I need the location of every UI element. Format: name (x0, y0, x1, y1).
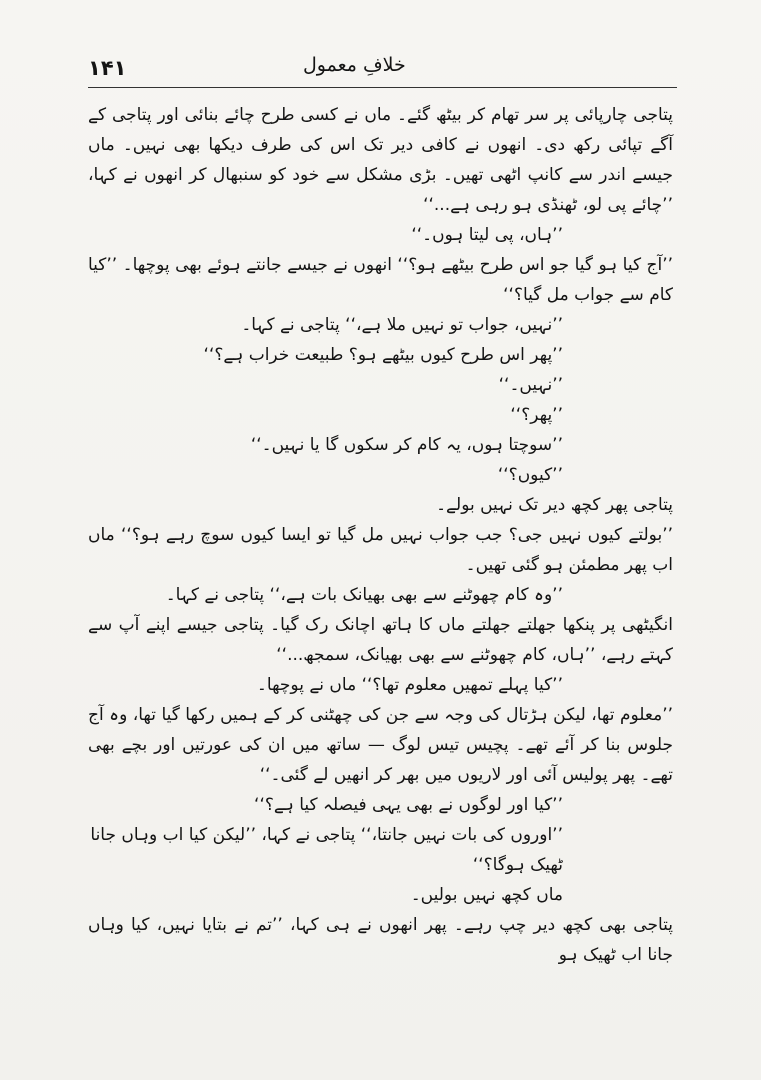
paragraph: ماں کچھ نہیں بولیں۔ (410, 885, 563, 905)
paragraph: ’’نہیں، جواب تو نہیں ملا ہے،‘‘ پتاجی نے کہا۔ (241, 315, 563, 335)
paragraph: پتاجی بھی کچھ دیر چپ رہے۔ پھر انھوں نے ہی کہا، ’’تم نے بتایا نہیں، کیا وہاں جانا اب ٹھیک ہو (88, 915, 673, 965)
paragraph: ’’اوروں کی بات نہیں جانتا،‘‘ پتاجی نے کہا، ’’لیکن کیا اب وہاں جانا ٹھیک ہوگا؟‘‘ (90, 825, 563, 875)
page-number: ۱۴۱ (88, 56, 127, 80)
paragraph: ’’کیا اور لوگوں نے بھی یہی فیصلہ کیا ہے؟‘‘ (254, 795, 563, 815)
paragraph: ’’نہیں۔‘‘ (498, 375, 563, 395)
paragraph: انگیٹھی پر پنکھا جھلتے جھلتے ماں کا ہاتھ اچانک رک گیا۔ پتاجی جیسے اپنے آپ سے کہتے رہے، ’’ہاں، کام چھوٹنے سے بھی بھیانک، سمجھ...‘‘ (88, 615, 673, 665)
paragraph: ’’وہ کام چھوٹنے سے بھی بھیانک بات ہے،‘‘ پتاجی نے کہا۔ (165, 585, 563, 605)
paragraph: ’’سوچتا ہوں، یہ کام کر سکوں گا یا نہیں۔‘‘ (250, 435, 563, 455)
paragraph: ’’ہاں، پی لیتا ہوں۔‘‘ (411, 225, 563, 245)
header-rule (88, 87, 677, 88)
paragraph: پتاجی چارپائی پر سر تھام کر بیٹھ گئے۔ ماں نے کسی طرح چائے بنائی اور پتاجی کے آگے تپائی رکھ دی۔ انھوں نے کافی دیر تک اس کی طرف دیکھا بھی نہیں۔ ماں جیسے اندر سے کانپ اٹھی تھیں۔ بڑی مشکل سے خود کو سنبھال کر انھوں نے کہا، ’’چائے پی لو، ٹھنڈی ہو رہی ہے...‘‘ (88, 105, 673, 215)
paragraph: پتاجی پھر کچھ دیر تک نہیں بولے۔ (436, 495, 673, 515)
paragraph: ’’کیا پہلے تمھیں معلوم تھا؟‘‘ ماں نے پوچھا۔ (256, 675, 563, 695)
paragraph: ’’پھر اس طرح کیوں بیٹھے ہو؟ طبیعت خراب ہے؟‘‘ (203, 345, 563, 365)
paragraph: ’’پھر؟‘‘ (510, 405, 563, 425)
running-title: خلافِ معمول (303, 54, 406, 76)
page-header (88, 52, 677, 88)
paragraph: ’’آج کیا ہو گیا جو اس طرح بیٹھے ہو؟‘‘ انھوں نے جیسے جانتے ہوئے بھی پوچھا۔ ’’کیا کام سے جواب مل گیا؟‘‘ (88, 255, 673, 305)
paragraph: ’’کیوں؟‘‘ (497, 465, 563, 485)
body-text (88, 100, 673, 970)
paragraph: ’’بولتے کیوں نہیں جی؟ جب جواب نہیں مل گیا تو ایسا کیوں سوچ رہے ہو؟‘‘ ماں اب پھر مطمئن ہو گئی تھیں۔ (88, 525, 673, 575)
paragraph: ’’معلوم تھا، لیکن ہڑتال کی وجہ سے جن کی چھٹنی کر کے ہمیں رکھا گیا تھا، وہ آج جلوس بنا کر آئے تھے۔ پچیس تیس لوگ — ساتھ میں ان کی عورتیں اور بچے بھی تھے۔ پھر پولیس آئی اور لاریوں میں بھر کر انھیں لے گئی۔‘‘ (88, 705, 673, 785)
